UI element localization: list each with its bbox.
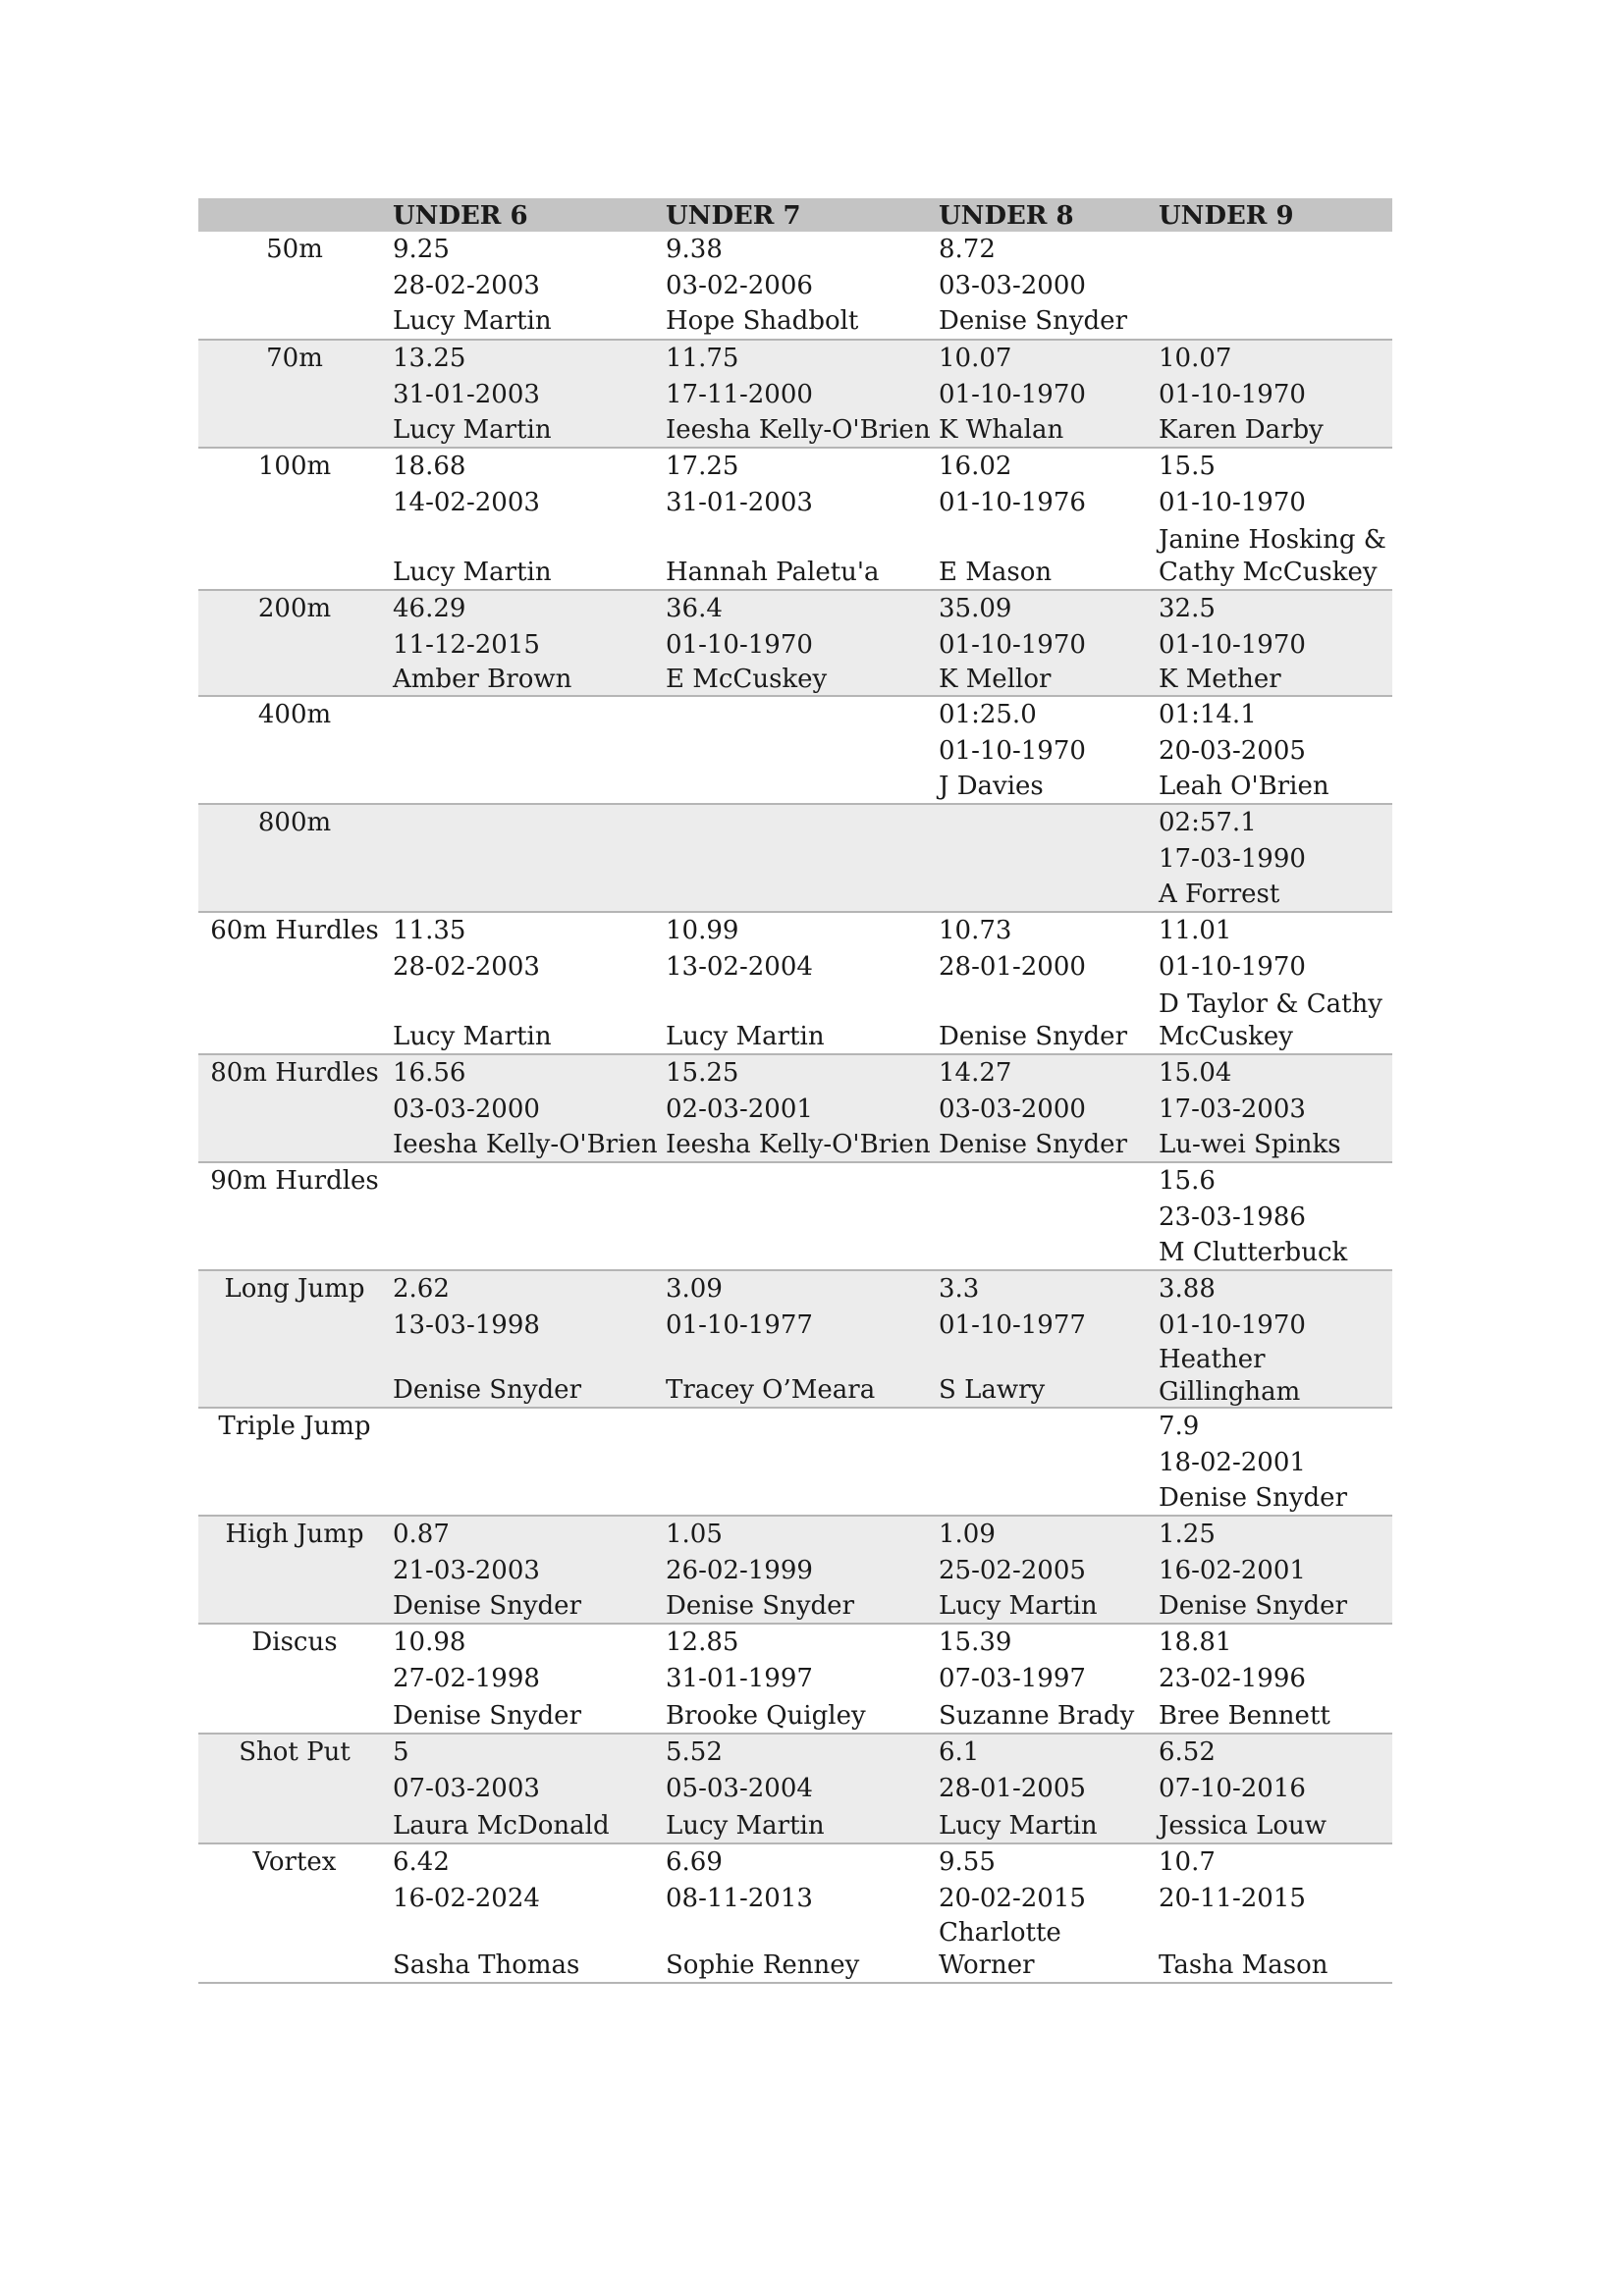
table-row <box>198 1054 1392 1162</box>
record-value: 35.09 <box>939 594 1012 623</box>
record-date: 03-03-2000 <box>939 271 1086 300</box>
record-value: 10.7 <box>1159 1847 1216 1877</box>
record-holder: Suzanne Brady <box>939 1701 1135 1731</box>
record-cell-under-7 <box>664 340 937 448</box>
record-value: 0.87 <box>393 1520 450 1549</box>
record-date: 01-10-1970 <box>1159 380 1306 409</box>
record-holder: Amber Brown <box>393 665 572 694</box>
record-date: 05-03-2004 <box>666 1774 813 1803</box>
record-value: 16.56 <box>393 1058 466 1088</box>
record-holder: Brooke Quigley <box>666 1701 866 1731</box>
record-value: 01:25.0 <box>939 700 1037 729</box>
record-value: 6.42 <box>393 1847 450 1877</box>
table-row <box>198 912 1392 1054</box>
record-holder: Lucy Martin <box>393 1022 552 1051</box>
event-name: Long Jump <box>224 1274 365 1304</box>
header-event <box>198 198 391 232</box>
record-holder: Tracey O’Meara <box>666 1375 876 1405</box>
record-cell-under-7 <box>664 1408 937 1516</box>
record-date: 16-02-2001 <box>1159 1556 1306 1585</box>
record-cell-under-7 <box>664 1270 937 1408</box>
record-date: 01-10-1970 <box>1159 630 1306 660</box>
record-cell-under-6 <box>391 340 664 448</box>
record-date: 28-01-2005 <box>939 1774 1086 1803</box>
record-date: 17-03-2003 <box>1159 1095 1306 1124</box>
record-holder: Tasha Mason <box>1159 1950 1328 1980</box>
record-cell-under-6 <box>391 1624 664 1734</box>
record-holder: Lucy Martin <box>666 1022 825 1051</box>
record-cell-under-8 <box>937 340 1157 448</box>
table-row <box>198 696 1392 804</box>
record-date: 31-01-1997 <box>666 1664 813 1693</box>
header-under-6: UNDER 6 <box>393 201 528 231</box>
event-name: 800m <box>257 808 332 837</box>
record-date: 03-02-2006 <box>666 271 813 300</box>
record-holder: Ieesha Kelly-O'Brien <box>666 1130 931 1159</box>
record-date: 28-02-2003 <box>393 952 540 982</box>
record-cell-under-9 <box>1157 1408 1392 1516</box>
record-holder: Karen Darby <box>1159 415 1324 445</box>
record-cell-under-7 <box>664 1162 937 1270</box>
record-value: 15.39 <box>939 1628 1012 1657</box>
record-holder: S Lawry <box>939 1375 1046 1405</box>
table-row <box>198 1162 1392 1270</box>
record-cell-under-7 <box>664 448 937 590</box>
record-value: 10.98 <box>393 1628 466 1657</box>
record-date: 01-10-1977 <box>939 1310 1086 1340</box>
record-cell-under-6 <box>391 448 664 590</box>
table-row <box>198 1408 1392 1516</box>
record-date: 31-01-2003 <box>393 380 540 409</box>
record-holder: Sophie Renney <box>666 1950 860 1980</box>
record-cell-under-8 <box>937 1624 1157 1734</box>
event-name: 60m Hurdles <box>210 916 379 945</box>
record-date: 08-11-2013 <box>666 1884 813 1913</box>
record-date: 17-03-1990 <box>1159 844 1306 874</box>
record-holder: Lucy Martin <box>393 306 552 336</box>
record-cell-under-8 <box>937 448 1157 590</box>
record-value: 15.5 <box>1159 452 1216 481</box>
event-name: Triple Jump <box>218 1412 371 1441</box>
record-cell-under-6 <box>391 804 664 912</box>
event-name: Shot Put <box>239 1737 351 1767</box>
record-cell-under-6 <box>391 1516 664 1624</box>
table-row <box>198 1734 1392 1843</box>
record-cell-under-7 <box>664 232 937 340</box>
record-value: 11.01 <box>1159 916 1232 945</box>
record-holder: E McCuskey <box>666 665 828 694</box>
record-date: 07-03-1997 <box>939 1664 1086 1693</box>
header-under-8: UNDER 8 <box>939 201 1074 231</box>
record-date: 07-10-2016 <box>1159 1774 1306 1803</box>
record-date: 01-10-1976 <box>939 488 1086 517</box>
record-date: 23-03-1986 <box>1159 1202 1306 1232</box>
record-value: 10.73 <box>939 916 1012 945</box>
record-value: 15.04 <box>1159 1058 1232 1088</box>
record-holder: Sasha Thomas <box>393 1950 580 1980</box>
record-value: 01:14.1 <box>1159 700 1257 729</box>
record-date: 13-03-1998 <box>393 1310 540 1340</box>
event-name: 200m <box>257 594 332 623</box>
record-value: 1.05 <box>666 1520 723 1549</box>
record-cell-under-8 <box>937 696 1157 804</box>
record-date: 13-02-2004 <box>666 952 813 982</box>
record-value: 46.29 <box>393 594 466 623</box>
record-value: 10.99 <box>666 916 739 945</box>
record-value: 9.55 <box>939 1847 996 1877</box>
record-date: 23-02-1996 <box>1159 1664 1306 1693</box>
record-date: 20-03-2005 <box>1159 736 1306 766</box>
record-value: 18.68 <box>393 452 466 481</box>
record-holder: Heather Gillingham <box>1159 1345 1301 1407</box>
record-holder: Lucy Martin <box>666 1811 825 1841</box>
record-holder: Jessica Louw <box>1159 1811 1327 1841</box>
record-value: 6.1 <box>939 1737 980 1767</box>
record-cell-under-7 <box>664 1054 937 1162</box>
table-row <box>198 1270 1392 1408</box>
record-cell-under-6 <box>391 1734 664 1843</box>
record-date: 01-10-1970 <box>939 736 1086 766</box>
record-value: 7.9 <box>1159 1412 1200 1441</box>
record-date: 14-02-2003 <box>393 488 540 517</box>
record-holder: Denise Snyder <box>393 1591 581 1621</box>
record-holder: Hope Shadbolt <box>666 306 859 336</box>
record-value: 02:57.1 <box>1159 808 1257 837</box>
record-cell-under-9 <box>1157 1624 1392 1734</box>
record-holder: Denise Snyder <box>393 1701 581 1731</box>
record-date: 26-02-1999 <box>666 1556 813 1585</box>
record-holder: Denise Snyder <box>1159 1483 1347 1513</box>
record-cell-under-6 <box>391 1843 664 1983</box>
record-date: 02-03-2001 <box>666 1095 813 1124</box>
record-date: 01-10-1970 <box>666 630 813 660</box>
record-cell-under-9 <box>1157 590 1392 696</box>
record-date: 25-02-2005 <box>939 1556 1086 1585</box>
record-value: 8.72 <box>939 235 996 264</box>
record-date: 07-03-2003 <box>393 1774 540 1803</box>
record-date: 03-03-2000 <box>393 1095 540 1124</box>
record-date: 18-02-2001 <box>1159 1448 1306 1477</box>
record-value: 18.81 <box>1159 1628 1232 1657</box>
record-cell-under-7 <box>664 696 937 804</box>
record-cell-under-6 <box>391 696 664 804</box>
record-holder: Lucy Martin <box>393 558 552 587</box>
record-cell-under-9 <box>1157 696 1392 804</box>
record-value: 5.52 <box>666 1737 723 1767</box>
record-value: 32.5 <box>1159 594 1216 623</box>
record-cell-under-7 <box>664 1734 937 1843</box>
record-cell-under-9 <box>1157 912 1392 1054</box>
table-row <box>198 590 1392 696</box>
record-cell-under-9 <box>1157 1734 1392 1843</box>
record-value: 14.27 <box>939 1058 1012 1088</box>
record-cell-under-9 <box>1157 1162 1392 1270</box>
record-cell-under-8 <box>937 1516 1157 1624</box>
record-cell-under-7 <box>664 1624 937 1734</box>
event-name: Vortex <box>252 1847 337 1877</box>
record-cell-under-9 <box>1157 340 1392 448</box>
record-value: 2.62 <box>393 1274 450 1304</box>
record-holder: M Clutterbuck <box>1159 1238 1348 1267</box>
record-holder: Lucy Martin <box>939 1591 1098 1621</box>
record-value: 11.75 <box>666 344 739 373</box>
record-holder: Lucy Martin <box>939 1811 1098 1841</box>
record-cell-under-6 <box>391 912 664 1054</box>
record-holder: Denise Snyder <box>1159 1591 1347 1621</box>
record-date: 28-02-2003 <box>393 271 540 300</box>
event-name: 50m <box>266 235 323 264</box>
table-header <box>198 198 1392 232</box>
record-cell-under-9 <box>1157 232 1392 340</box>
record-value: 15.6 <box>1159 1166 1216 1196</box>
record-holder: Leah O'Brien <box>1159 772 1329 801</box>
event-name: 90m Hurdles <box>210 1166 379 1196</box>
record-holder: Charlotte Worner <box>939 1918 1061 1980</box>
table-row <box>198 448 1392 590</box>
record-holder: Denise Snyder <box>393 1375 581 1405</box>
record-date: 01-10-1970 <box>939 630 1086 660</box>
record-date: 01-10-1970 <box>939 380 1086 409</box>
event-name: 400m <box>257 700 332 729</box>
record-date: 01-10-1977 <box>666 1310 813 1340</box>
record-cell-under-7 <box>664 1843 937 1983</box>
record-value: 15.25 <box>666 1058 739 1088</box>
record-cell-under-6 <box>391 590 664 696</box>
record-date: 01-10-1970 <box>1159 488 1306 517</box>
record-holder: Ieesha Kelly-O'Brien <box>393 1130 658 1159</box>
header-row <box>198 198 1392 232</box>
record-cell-under-7 <box>664 804 937 912</box>
record-date: 16-02-2024 <box>393 1884 540 1913</box>
record-date: 03-03-2000 <box>939 1095 1086 1124</box>
record-cell-under-6 <box>391 1408 664 1516</box>
record-holder: Bree Bennett <box>1159 1701 1330 1731</box>
record-date: 20-11-2015 <box>1159 1884 1306 1913</box>
table-row <box>198 340 1392 448</box>
table-row <box>198 1624 1392 1734</box>
record-cell-under-8 <box>937 1734 1157 1843</box>
table-row <box>198 1516 1392 1624</box>
record-date: 01-10-1970 <box>1159 1310 1306 1340</box>
record-cell-under-7 <box>664 1516 937 1624</box>
header-under-7: UNDER 7 <box>666 201 801 231</box>
record-date: 28-01-2000 <box>939 952 1086 982</box>
event-name: 80m Hurdles <box>210 1058 379 1088</box>
header-under-9: UNDER 9 <box>1159 201 1294 231</box>
record-holder: Ieesha Kelly-O'Brien <box>666 415 931 445</box>
record-value: 10.07 <box>939 344 1012 373</box>
record-value: 3.88 <box>1159 1274 1216 1304</box>
table-row <box>198 232 1392 340</box>
event-name: 100m <box>257 452 332 481</box>
record-holder: Janine Hosking & Cathy McCuskey <box>1159 525 1386 587</box>
record-date: 11-12-2015 <box>393 630 540 660</box>
record-holder: Denise Snyder <box>939 1022 1127 1051</box>
record-cell-under-8 <box>937 1054 1157 1162</box>
table-body <box>198 232 1392 1983</box>
record-cell-under-8 <box>937 912 1157 1054</box>
event-name: 70m <box>266 344 323 373</box>
record-date: 01-10-1970 <box>1159 952 1306 982</box>
record-date: 17-11-2000 <box>666 380 813 409</box>
record-cell-under-8 <box>937 590 1157 696</box>
record-date: 27-02-1998 <box>393 1664 540 1693</box>
record-holder: Lucy Martin <box>393 415 552 445</box>
record-cell-under-8 <box>937 1843 1157 1983</box>
record-holder: K Mether <box>1159 665 1281 694</box>
record-holder: J Davies <box>939 772 1044 801</box>
record-cell-under-7 <box>664 912 937 1054</box>
record-holder: Denise Snyder <box>939 306 1127 336</box>
record-holder: Laura McDonald <box>393 1811 610 1841</box>
record-holder: Hannah Paletu'a <box>666 558 880 587</box>
record-value: 13.25 <box>393 344 466 373</box>
record-holder: K Mellor <box>939 665 1052 694</box>
record-cell-under-9 <box>1157 804 1392 912</box>
table-row <box>198 1843 1392 1983</box>
record-value: 6.69 <box>666 1847 723 1877</box>
record-holder: D Taylor & Cathy McCuskey <box>1159 989 1382 1051</box>
record-value: 3.09 <box>666 1274 723 1304</box>
record-cell-under-6 <box>391 1270 664 1408</box>
record-cell-under-8 <box>937 1408 1157 1516</box>
record-cell-under-6 <box>391 1054 664 1162</box>
event-name: Discus <box>251 1628 338 1657</box>
record-value: 17.25 <box>666 452 739 481</box>
record-cell-under-8 <box>937 804 1157 912</box>
record-value: 6.52 <box>1159 1737 1216 1767</box>
record-holder: Denise Snyder <box>939 1130 1127 1159</box>
record-value: 10.07 <box>1159 344 1232 373</box>
record-holder: A Forrest <box>1159 880 1280 909</box>
record-value: 1.09 <box>939 1520 996 1549</box>
record-cell-under-6 <box>391 232 664 340</box>
record-cell-under-8 <box>937 1270 1157 1408</box>
record-holder: Denise Snyder <box>666 1591 854 1621</box>
record-value: 9.25 <box>393 235 450 264</box>
record-cell-under-8 <box>937 1162 1157 1270</box>
record-date: 20-02-2015 <box>939 1884 1086 1913</box>
record-cell-under-9 <box>1157 1054 1392 1162</box>
records-table <box>198 198 1392 1984</box>
record-value: 36.4 <box>666 594 723 623</box>
record-holder: Lu-wei Spinks <box>1159 1130 1341 1159</box>
record-cell-under-8 <box>937 232 1157 340</box>
record-cell-under-9 <box>1157 1843 1392 1983</box>
record-date: 31-01-2003 <box>666 488 813 517</box>
record-value: 9.38 <box>666 235 723 264</box>
record-holder: E Mason <box>939 558 1053 587</box>
record-value: 5 <box>393 1737 409 1767</box>
record-cell-under-9 <box>1157 1516 1392 1624</box>
record-value: 1.25 <box>1159 1520 1216 1549</box>
record-cell-under-7 <box>664 590 937 696</box>
record-value: 16.02 <box>939 452 1012 481</box>
event-name: High Jump <box>225 1520 364 1549</box>
record-holder: K Whalan <box>939 415 1064 445</box>
record-date: 21-03-2003 <box>393 1556 540 1585</box>
table-row <box>198 804 1392 912</box>
record-cell-under-9 <box>1157 1270 1392 1408</box>
record-cell-under-9 <box>1157 448 1392 590</box>
record-value: 11.35 <box>393 916 466 945</box>
record-value: 3.3 <box>939 1274 980 1304</box>
record-value: 12.85 <box>666 1628 739 1657</box>
record-cell-under-6 <box>391 1162 664 1270</box>
